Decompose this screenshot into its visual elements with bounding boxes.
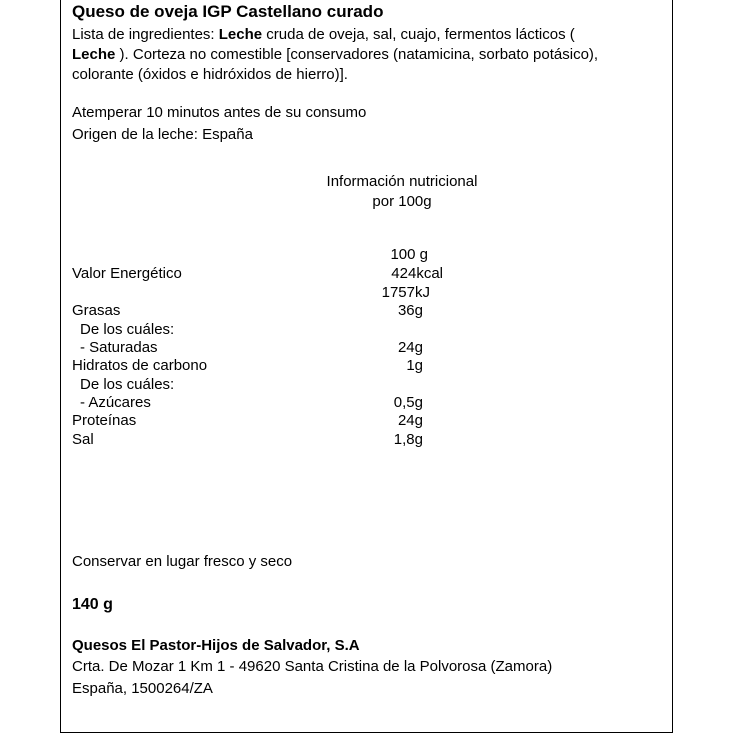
nutrient-row-label: De los cuáles: — [80, 321, 175, 338]
ingredients-text-1: cruda de oveja, sal, cuajo, fermentos lácticos ( — [262, 26, 575, 43]
storage-note: Conservar en lugar fresco y seco — [72, 553, 293, 570]
nutrition-per: por 100g — [372, 193, 432, 210]
origin-note: Origen de la leche: España — [72, 126, 253, 143]
nutrient-row-label: Grasas — [72, 302, 121, 319]
product-title: Queso de oveja IGP Castellano curado — [72, 2, 384, 21]
nutrient-row-value: 1,8g — [393, 431, 423, 448]
energy-kj: 1757kJ — [381, 284, 430, 301]
nutrient-row-value: 0,5g — [393, 394, 423, 411]
nutrient-row-label: Hidratos de carbono — [72, 357, 208, 374]
ingredients-line-1 — [72, 25, 575, 45]
nutrient-row-label: Proteínas — [72, 412, 137, 429]
producer-name: Quesos El Pastor-Hijos de Salvador, S.A — [72, 637, 360, 654]
energy-kcal: 424kcal — [391, 265, 443, 282]
allergen-milk-1: Leche — [218, 26, 263, 43]
producer-address: Crta. De Mozar 1 Km 1 - 49620 Santa Cristina de la Polvorosa (Zamora) — [72, 658, 553, 675]
nutrient-row-value: 36g — [397, 302, 423, 319]
ingredients-line-2 — [72, 45, 598, 65]
ingredients-prefix: Lista de ingredientes: — [72, 26, 219, 43]
producer-registry: España, 1500264/ZA — [72, 680, 213, 697]
nutrition-column-header: 100 g — [390, 246, 428, 263]
nutrient-row-label: Sal — [72, 431, 94, 448]
nutrient-row-value: 1g — [406, 357, 423, 374]
energy-label: Valor Energético — [72, 265, 182, 282]
nutrient-row-label: De los cuáles: — [80, 376, 175, 393]
nutrient-row-value: 24g — [397, 412, 423, 429]
ingredients-line-3: colorante (óxidos e hidróxidos de hierro)]. — [72, 66, 348, 83]
nutrition-header: Información nutricional — [326, 173, 478, 190]
net-weight: 140 g — [72, 596, 113, 613]
nutrient-row-label: - Azúcares — [80, 394, 151, 411]
nutrient-row-label: - Saturadas — [80, 339, 158, 356]
ingredients-text-2: ). Corteza no comestible [conservadores (natamicina, sorbato potásico), — [115, 46, 599, 63]
temper-note: Atemperar 10 minutos antes de su consumo — [72, 104, 367, 121]
allergen-milk-2: Leche — [72, 46, 116, 63]
nutrient-row-value: 24g — [397, 339, 423, 356]
